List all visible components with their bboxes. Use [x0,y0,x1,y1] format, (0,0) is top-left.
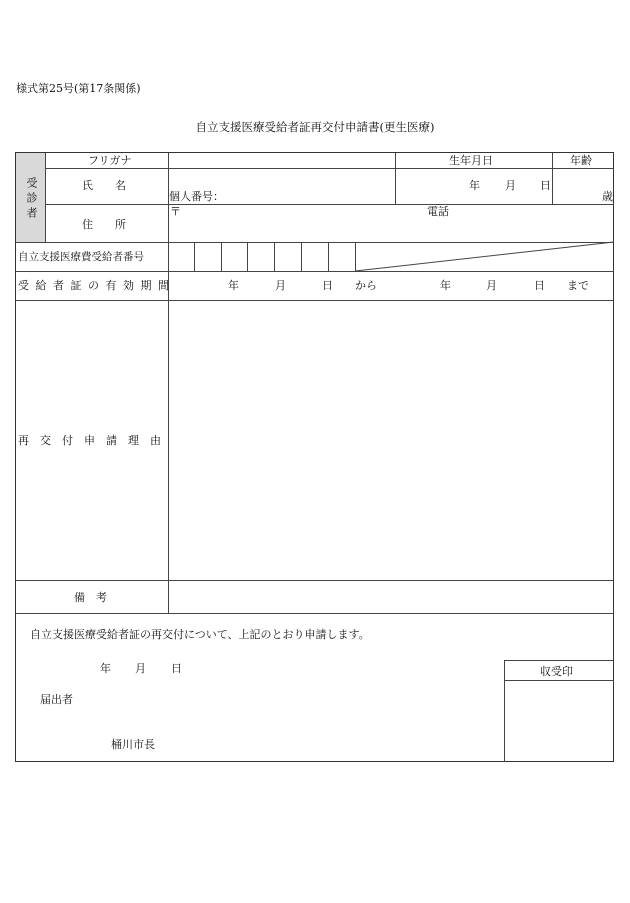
recipient-number-label: 自立支援医療費受給者番号 [18,251,144,263]
validity-to-day: 日 [534,279,545,292]
age-unit: 歳 [602,190,613,203]
remarks-label: 備 考 [74,591,107,604]
address-label: 住 所 [82,218,126,231]
declaration-text: 自立支援医療受給者証の再交付について、上記のとおり申請します。 [30,628,370,641]
recipient-number-field[interactable] [169,243,355,271]
birth-year-unit: 年 [469,179,480,192]
name-field[interactable] [169,169,395,204]
remarks-field[interactable] [169,581,614,613]
validity-label: 受給者証の有効期間 [18,279,176,292]
validity-from: から [355,279,377,292]
patient-side-label: 受診者 [25,177,38,222]
date-month: 月 [135,662,146,675]
furigana-field[interactable] [169,154,395,168]
validity-to-month: 月 [486,279,497,292]
reason-field[interactable] [169,301,614,580]
application-form-table [15,152,614,762]
validity-from-day: 日 [322,279,333,292]
form-title: 自立支援医療受給者証再交付申請書(更生医療) [195,120,435,134]
receipt-stamp-label: 収受印 [540,665,573,678]
name-label: 氏 名 [82,179,126,192]
date-day: 日 [171,662,182,675]
validity-from-month: 月 [275,279,286,292]
phone-label: 電話 [427,205,449,218]
validity-to: まで [567,279,589,292]
reason-label: 再交付申請理由 [18,434,172,447]
date-year: 年 [100,662,111,675]
birthdate-label: 生年月日 [449,154,493,167]
applicant-label: 届出者 [40,693,73,706]
birth-month-unit: 月 [505,179,516,192]
addressee: 桶川市長 [111,738,155,751]
receipt-stamp-area [505,681,614,762]
form-number: 様式第25号(第17条関係) [16,82,141,95]
address-field[interactable] [184,206,414,242]
age-label: 年齢 [570,154,592,167]
furigana-label: フリガナ [88,154,132,167]
birth-day-unit: 日 [540,179,551,192]
validity-from-year: 年 [228,279,239,292]
personal-number-label: 個人番号： [169,190,224,203]
postal-mark: 〒 [170,205,181,218]
validity-to-year: 年 [440,279,451,292]
